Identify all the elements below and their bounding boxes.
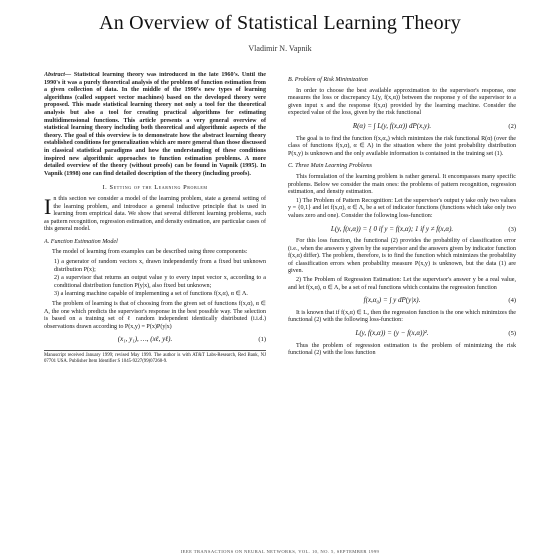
- abstract-lead: Abstract—: [44, 72, 72, 78]
- paper-title: An Overview of Statistical Learning Theory: [99, 12, 461, 34]
- dropcap-letter: I: [44, 193, 52, 219]
- subsection-risk-minimization: B. Problem of Risk Minimization: [288, 77, 368, 83]
- paragraph-formulation: This formulation of the learning problem is rather general. It encompasses many specific problems. Below we consider the main ones: the problems of pattern recognition, regression estimation, and density estimation.: [288, 173, 516, 196]
- equation-1: [44, 336, 266, 344]
- equation-4-body: f(x,α₀) = ∫ y dP(y|x).: [363, 296, 421, 305]
- abstract: [44, 72, 266, 178]
- equation-1-number: (1): [258, 336, 266, 344]
- paper-author: Vladimir N. Vapnik: [248, 44, 312, 53]
- equation-3-body: L(y, f(x,α)) = { 0 if y = f(x,α); 1 if y ≠ f(x,α).: [330, 224, 454, 233]
- intro-text: n this section we consider a model of the learning problem, state a general setting of the learning problem, and introduce a general inductive principle that is used in learning from empirical data. We show that several different learning problems, such as pattern recognition, regression estimation, and density estimation, are particular cases of this general model.: [44, 195, 266, 233]
- paragraph-risk: In order to choose the best available approximation to the supervisor's response, one measures the loss or discrepancy L(y, f(x,α)) between the response y of the supervisor to a given input x and the response f(x,α) provided by the learning machine. Consider the expected value of the loss, given by the risk functional: [288, 87, 516, 117]
- abstract-text: Statistical learning theory was introduced in the late 1960's. Until the 1990's it was a purely theoretical analysis of the problem of function estimation from a given collection of data. In the middle of the 1990's new types of learning algorithms (called support vector machines) based on the developed theory were proposed. This made statistical learning theory not only a tool for the theoretical analysis but also a tool for creating practical algorithms for estimating multidimensional functions. This article presents a very general overview of statistical learning theory including both theoretical and algorithmic aspects of the theory. The goal of this overview is to demonstrate how the abstract learning theory established conditions for generalization which are more general than those discussed in classical statistical paradigms and how the understanding of these conditions inspired new algorithmic approaches to function estimation problems. A more detailed overview of the theory (without proofs) can be found in Vapnik (1995). In Vapnik (1998) one can find detailed description of the theory (including proofs).: [44, 72, 266, 177]
- section-heading-setting: I. Setting of the Learning Problem: [102, 184, 208, 192]
- subsection-function-estimation: A. Function Estimation Model: [44, 238, 118, 245]
- equation-5-number: (5): [508, 330, 516, 338]
- journal-footer: IEEE TRANSACTIONS ON NEURAL NETWORKS, VOL. 10, NO. 5, SEPTEMBER 1999: [180, 549, 380, 554]
- equation-1-body: (x₁, y₁), …, (xℓ, yℓ).: [117, 335, 173, 344]
- paragraph-model: The model of learning from examples can be described using three components:: [52, 249, 248, 256]
- equation-3-number: (3): [508, 225, 516, 233]
- intro-paragraph: [44, 193, 266, 234]
- equation-2: [288, 123, 516, 131]
- equation-2-number: (2): [508, 122, 516, 130]
- paragraph-learning-problem: The problem of learning is that of choosing from the given set of functions f(x,α), α ∈ Λ, the one which predicts the supervisor's response in the best possible way. The selection is based on a training set of ℓ random independent identically distributed (i.i.d.) observations drawn according to P(x,y) = P(x)P(y|x): [44, 301, 266, 330]
- equation-3: [288, 226, 516, 234]
- equation-4-number: (4): [508, 297, 516, 305]
- paragraph-goal: The goal is to find the function f(x,α₀) which minimizes the risk functional R(α) (over the class of functions f(x,α), α ∈ Λ) in the situation where the joint probability distribution P(x,y) is unknown and the only available information is contained in the training set (1).: [288, 135, 516, 157]
- subsection-three-problems: C. Three Main Learning Problems: [288, 163, 373, 170]
- equation-5: [288, 330, 516, 338]
- model-components-list: [54, 259, 266, 299]
- list-item-supervisor: 2) a supervisor that returns an output value y to every input vector x, according to a conditional distribution function P(y|x), also fixed but unknown;: [54, 275, 266, 289]
- list-item-generator: 1) a generator of random vectors x, drawn independently from a fixed but unknown distribution P(x);: [54, 259, 266, 273]
- equation-4: [288, 297, 516, 305]
- left-column: [44, 72, 266, 365]
- paragraph-pattern-recognition: 1) The Problem of Pattern Recognition: Let the supervisor's output y take only two values y = {0,1} and let f(x,α), α ∈ Λ, be a set of indicator functions (functions which take only two values zero and one). Consider the following loss-function:: [288, 197, 516, 219]
- equation-2-body: R(α) = ∫ L(y, f(x,α)) dP(x,y).: [352, 121, 432, 130]
- list-item-learning-machine: 3) a learning machine capable of implementing a set of functions f(x,α), α ∈ Λ.: [54, 291, 248, 298]
- footnote: Manuscript received January 1999; revised May 1999. The author is with AT&T Labs-Research, Red Bank, NJ 07701 USA. Publisher Item Identifier S 1045-9227(99)07268-9.: [44, 350, 266, 365]
- right-column: [288, 72, 516, 359]
- paragraph-regression-loss: Thus the problem of regression estimation is the problem of minimizing the risk functional (2) with the loss function: [288, 342, 516, 357]
- equation-5-body: L(y, f(x,α)) = (y − f(x,α))².: [355, 329, 429, 338]
- paragraph-regression-function: It is known that if f(x,α) ∈ L₂ then the regression function is the one which minimizes the functional (2) with the following loss-function:: [288, 309, 516, 324]
- paragraph-regression: 2) The Problem of Regression Estimation: Let the supervisor's answer y be a real value, and let f(x,α), α ∈ Λ, be a set of real functions which contains the regression function: [288, 277, 516, 291]
- paragraph-classification-error: For this loss function, the functional (2) provides the probability of classification error (i.e., when the answers y given by the supervisor and the answers given by indicator function f(x,α) differ). The problem, therefore, is to find the function which minimizes the probability of classification errors when probability measure P(x,y) is unknown, but the data (1) are given.: [288, 238, 516, 275]
